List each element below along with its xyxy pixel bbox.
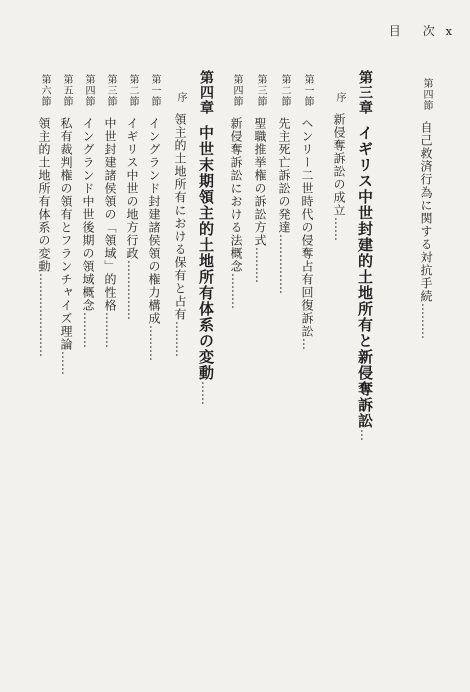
entry-leader: ……… <box>173 321 187 357</box>
entry-title: ヘンリー二世時代の侵奪占有回復訴訟 <box>300 117 314 338</box>
entry-leader: ……… <box>229 273 243 309</box>
entry-number: 第三節 <box>105 74 116 107</box>
toc-entry <box>102 74 118 674</box>
entry-number: 第四節 <box>231 74 242 107</box>
toc-chapter <box>357 70 373 670</box>
entry-leader: …… <box>332 217 346 241</box>
entry-title: 私有裁判権の領有とフランチャイズ理論 <box>59 117 73 351</box>
page-number: x <box>445 25 452 38</box>
entry-number: 序 <box>175 92 186 103</box>
chapter-title: 中世末期領主的土地所有体系の変動 <box>197 125 215 381</box>
entry-number: 第五節 <box>61 74 72 107</box>
toc-entry <box>146 74 162 674</box>
entry-title: 新侵奪訴訟の成立 <box>332 113 346 217</box>
toc-entry <box>58 74 74 674</box>
entry-title: 聖職推挙権の訴訟方式 <box>253 117 267 247</box>
entry-leader: ……… <box>253 247 267 283</box>
entry-leader: ………………… <box>37 273 51 357</box>
entry-number: 第一節 <box>149 74 160 107</box>
entry-number: 第四節 <box>83 74 94 107</box>
entry-number: 第一節 <box>302 74 313 107</box>
toc-entry <box>36 74 52 674</box>
entry-number: 第二節 <box>279 74 290 107</box>
toc-entry <box>418 78 434 678</box>
entry-leader: … <box>358 429 372 441</box>
toc-entry <box>252 74 268 674</box>
entry-title: 先主死亡訴訟の発達 <box>277 117 291 234</box>
toc-entry <box>80 74 96 674</box>
entry-title: 領主的土地所有体系の変動 <box>37 117 51 273</box>
entry-number: 序 <box>334 92 345 103</box>
toc-entry <box>172 92 188 692</box>
entry-leader: ……… <box>103 312 117 348</box>
entry-leader: ……… <box>147 325 161 361</box>
chapter-title: イギリス中世封建的土地所有と新侵奪訴訟 <box>356 125 374 429</box>
header-label: 目 次 <box>388 24 440 38</box>
entry-leader: …………… <box>125 260 139 320</box>
toc-entry <box>299 74 315 674</box>
entry-leader: …… <box>199 381 213 405</box>
toc-entry <box>331 92 347 692</box>
entry-title: 中世封建諸侯領の「領域」的性格 <box>103 117 117 312</box>
entry-title: 領主的土地所有における保有と占有 <box>173 113 187 321</box>
toc-entry <box>276 74 292 674</box>
entry-number: 第二節 <box>127 74 138 107</box>
entry-number: 第三節 <box>255 74 266 107</box>
entry-title: 自己救済行為に関する対抗手続 <box>419 121 433 303</box>
toc-chapter <box>198 70 214 670</box>
entry-title: イングランド封建諸侯領の権力構成 <box>147 117 161 325</box>
entry-title: 新侵奪訴訟における法概念 <box>229 117 243 273</box>
entry-number: 第四節 <box>421 78 432 111</box>
chapter-number: 第三章 <box>357 70 373 115</box>
entry-leader: ……… <box>419 303 433 339</box>
entry-leader: … <box>300 338 314 350</box>
entry-title: イングランド中世後期の領域概念 <box>81 117 95 312</box>
entry-number: 第六節 <box>39 74 50 107</box>
toc-entry <box>228 74 244 674</box>
chapter-number: 第四章 <box>198 70 214 115</box>
entry-leader: …… <box>59 351 73 375</box>
running-header <box>389 22 452 39</box>
toc-entry <box>124 74 140 674</box>
entry-title: イギリス中世の地方行政 <box>125 117 139 260</box>
entry-leader: ……… <box>81 312 95 348</box>
entry-leader: …………… <box>277 234 291 294</box>
